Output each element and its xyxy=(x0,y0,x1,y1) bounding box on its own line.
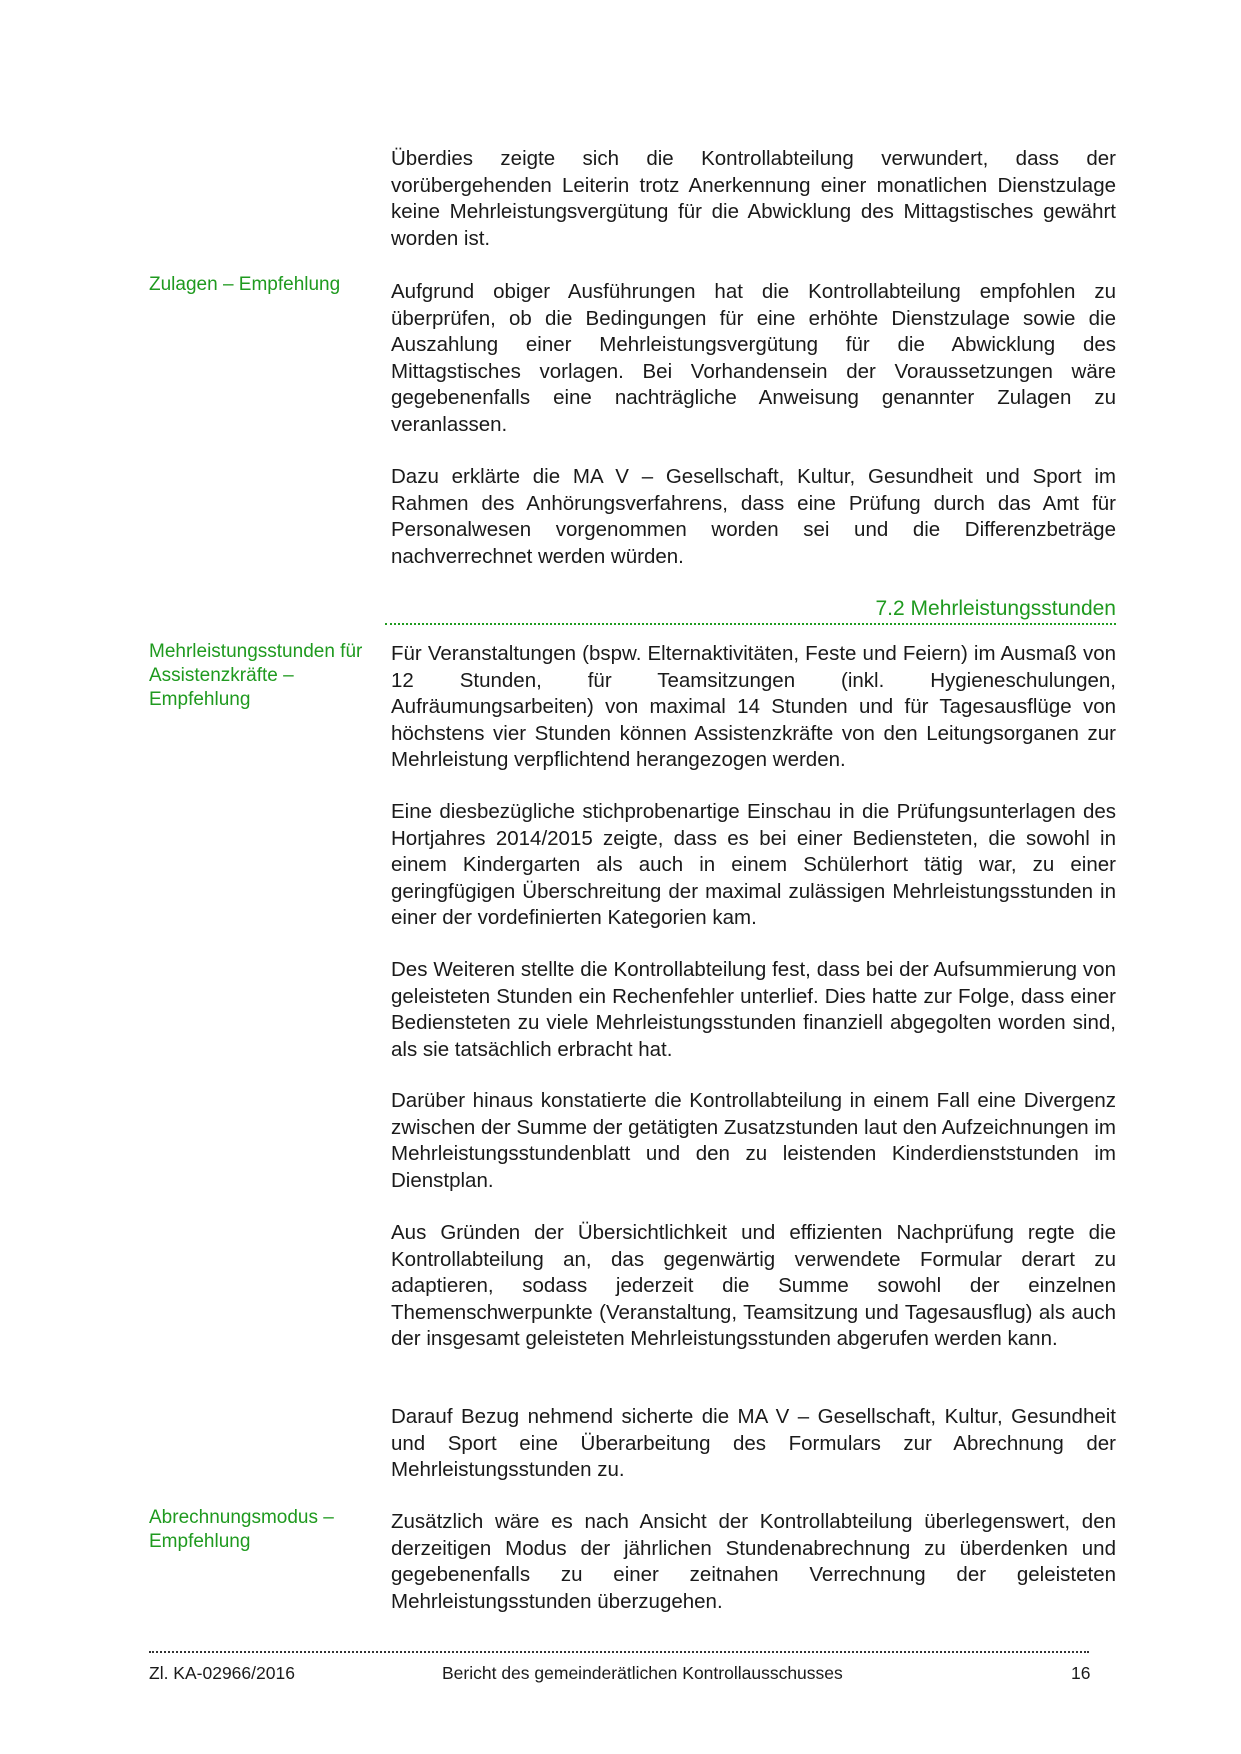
footer-title: Bericht des gemeinderätlichen Kontrollausschusses xyxy=(442,1663,843,1683)
margin-note-abrechnungsmodus: Abrechnungsmodus – Empfehlung xyxy=(149,1507,334,1552)
paragraph-7: Darüber hinaus konstatierte die Kontrollabteilung in einem Fall eine Divergenz zwischen der Summe der getätigten Zusatzstunden laut den Aufzeichnungen im Mehrleistungsstundenblatt und den zu leistenden Kinderdienststunden im Dienstplan. xyxy=(391,1089,1116,1192)
paragraph-3: Dazu erklärte die MA V – Gesellschaft, Kultur, Gesundheit und Sport im Rahmen des Anhörungsverfahrens, dass eine Prüfung durch das Amt für Personalwesen vorgenommen worden sei und die Differenzbeträge nachverrechnet werden würden. xyxy=(391,465,1116,568)
margin-note-zulagen: Zulagen – Empfehlung xyxy=(149,274,341,295)
heading-divider xyxy=(385,623,1116,625)
footer-divider xyxy=(149,1651,1089,1653)
paragraph-5: Eine diesbezügliche stichprobenartige Einschau in die Prüfungsunterlagen des Hortjahres 2014/2015 zeigte, dass es bei einer Bediensteten, die sowohl in einem Kindergarten als auch in einem Schülerhort tätig war, zu einer geringfügigen Überschreitung der maximal zulässigen Mehrleistungsstunden in einer der vordefinierten Kategorien kam. xyxy=(391,800,1116,930)
margin-note-mehrleistungsstunden: Mehrleistungsstunden für Assistenzkräfte – Empfehlung xyxy=(149,641,363,710)
paragraph-1: Überdies zeigte sich die Kontrollabteilung verwundert, dass der vorübergehenden Leiterin trotz Anerkennung einer monatlichen Dienstzulage keine Mehrleistungsvergütung für die Abwicklung des Mittagstisches gewährt worden ist. xyxy=(391,147,1116,250)
page-number: 16 xyxy=(1071,1663,1091,1683)
paragraph-6: Des Weiteren stellte die Kontrollabteilung fest, dass bei der Aufsummierung von geleisteten Stunden ein Rechenfehler unterlief. Dies hatte zur Folge, dass einer Bediensteten zu viele Mehrleistungsstunden finanziell abgegolten worden sind, als sie tatsächlich erbracht hat. xyxy=(391,958,1116,1061)
paragraph-8: Aus Gründen der Übersichtlichkeit und effizienten Nachprüfung regte die Kontrollabteilung an, das gegenwärtig verwendete Formular derart zu adaptieren, sodass jederzeit die Summe sowohl der einzelnen Themenschwerpunkte (Veranstaltung, Teamsitzung und Tagesausflug) als auch der insgesamt geleisteten Mehrleistungsstunden abgerufen werden kann. xyxy=(391,1221,1116,1351)
footer-reference: Zl. KA-02966/2016 xyxy=(149,1663,295,1683)
paragraph-10: Zusätzlich wäre es nach Ansicht der Kontrollabteilung überlegenswert, den derzeitigen Modus der jährlichen Stundenabrechnung zu überdenken und gegebenenfalls zu einer zeitnahen Verrechnung der geleisteten Mehrleistungsstunden überzugehen. xyxy=(391,1510,1116,1613)
section-heading: 7.2 Mehrleistungsstunden xyxy=(875,597,1116,620)
paragraph-4: Für Veranstaltungen (bspw. Elternaktivitäten, Feste und Feiern) im Ausmaß von 12 Stunden, für Teamsitzungen (inkl. Hygieneschulungen, Aufräumungsarbeiten) von maximal 14 Stunden und für Tagesausflüge von höchstens vier Stunden können Assistenzkräfte von den Leitungsorganen zur Mehrleistung verpflichtend herangezogen werden. xyxy=(391,642,1116,772)
paragraph-9: Darauf Bezug nehmend sicherte die MA V – Gesellschaft, Kultur, Gesundheit und Sport eine Überarbeitung des Formulars zur Abrechnung der Mehrleistungsstunden zu. xyxy=(391,1405,1116,1482)
paragraph-2: Aufgrund obiger Ausführungen hat die Kontrollabteilung empfohlen zu überprüfen, ob die Bedingungen für eine erhöhte Dienstzulage sowie die Auszahlung einer Mehrleistungsvergütung für die Abwicklung des Mittagstisches vorlagen. Bei Vorhandensein der Voraussetzungen wäre gegebenenfalls eine nachträgliche Anweisung genannter Zulagen zu veranlassen. xyxy=(391,280,1116,436)
